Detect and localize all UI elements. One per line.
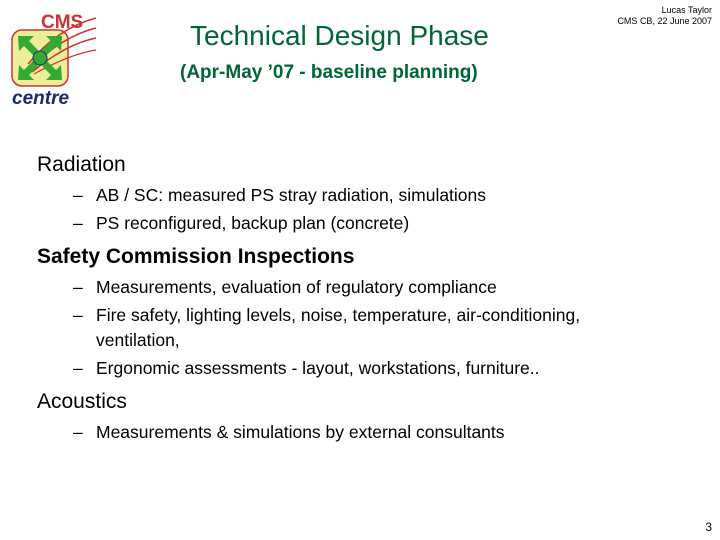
bullet-list: [37, 275, 697, 381]
bullet-item: [37, 275, 697, 300]
bullet-text: Measurements, evaluation of regulatory compliance: [96, 277, 497, 297]
author-name: Lucas Taylor: [661, 5, 712, 15]
bullet-item: [37, 356, 697, 381]
bullet-dash: –: [73, 213, 83, 233]
section-title: Safety Commission Inspections: [37, 245, 355, 268]
cms-centre-logo: [8, 8, 100, 108]
bullet-text: Measurements & simulations by external consultants: [96, 422, 505, 442]
section-title: Radiation: [37, 153, 126, 176]
svg-text:centre: centre: [12, 88, 70, 108]
bullet-list: [37, 420, 697, 445]
bullet-text: Fire safety, lighting levels, noise, temperature, air-conditioning, ventilation,: [96, 305, 581, 350]
cms-centre-logo-graphic: [8, 8, 100, 108]
bullet-text: AB / SC: measured PS stray radiation, simulations: [96, 185, 487, 205]
section-radiation: [37, 150, 697, 236]
page-subtitle: (Apr-May ’07 - baseline planning): [180, 62, 478, 83]
section-safety-commission: [37, 242, 697, 381]
svg-text:CMS: CMS: [41, 12, 84, 33]
bullet-dash: –: [73, 185, 83, 205]
bullet-text: Ergonomic assessments - layout, workstations, furniture..: [96, 358, 540, 378]
slide-content: [37, 150, 697, 451]
bullet-dash: –: [73, 422, 83, 442]
author-meeting-date: CMS CB, 22 June 2007: [617, 16, 712, 26]
bullet-dash: –: [73, 277, 83, 297]
section-acoustics: [37, 387, 697, 445]
section-title: Acoustics: [37, 390, 127, 413]
bullet-item: [37, 183, 697, 208]
bullet-dash: –: [73, 358, 83, 378]
author-info: [617, 5, 712, 27]
bullet-item: [37, 303, 636, 353]
bullet-text: PS reconfigured, backup plan (concrete): [96, 213, 410, 233]
bullet-item: [37, 420, 697, 445]
bullet-item: [37, 211, 697, 236]
bullet-dash: –: [73, 305, 83, 325]
page-title: Technical Design Phase: [190, 20, 489, 51]
bullet-list: [37, 183, 697, 236]
page-number: 3: [705, 520, 712, 534]
